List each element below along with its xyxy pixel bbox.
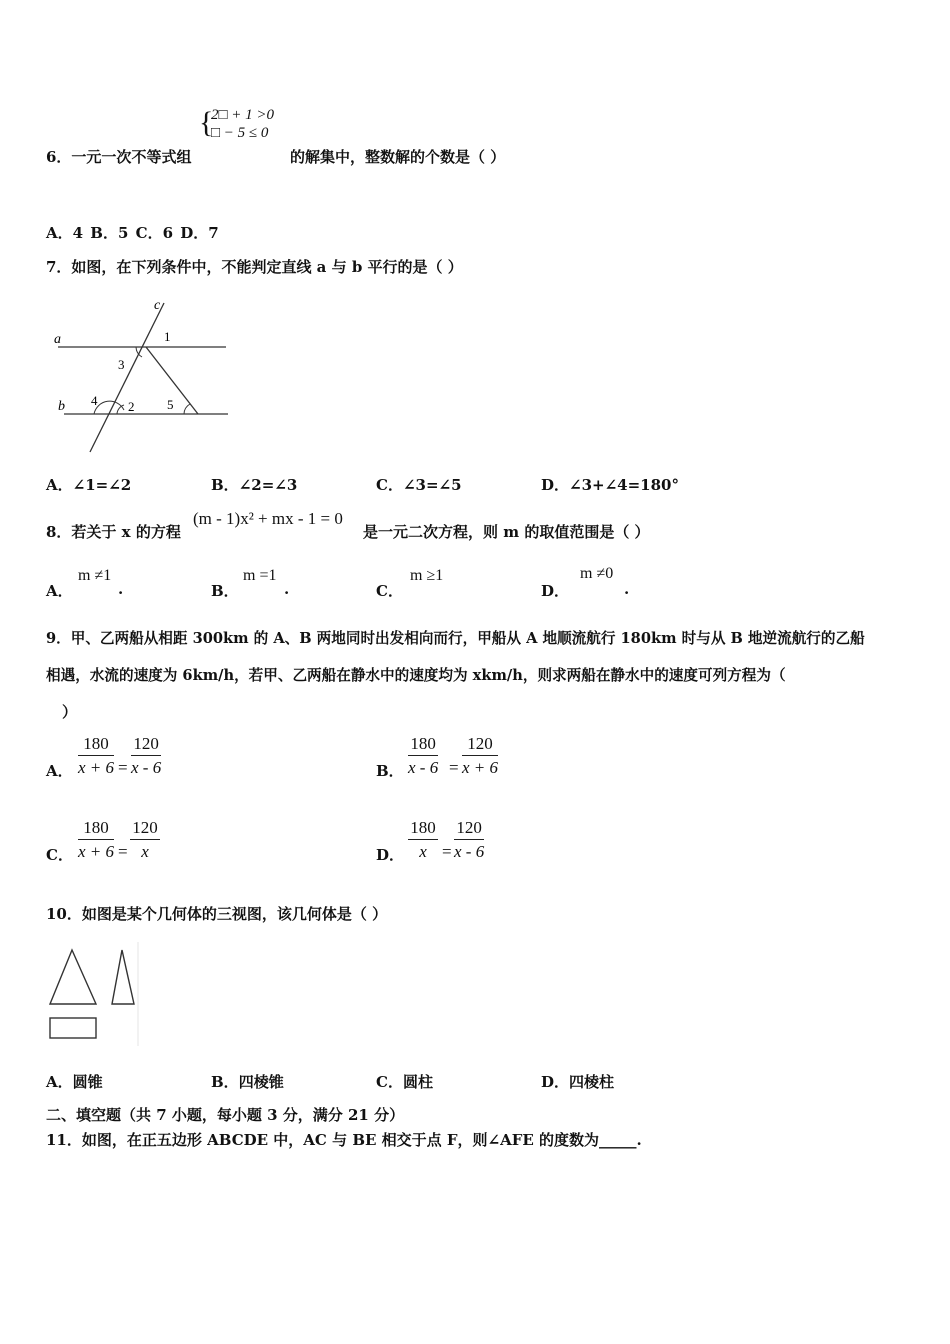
q7-stem: 7．如图，在下列条件中，不能判定直线 a 与 b 平行的是（ ） xyxy=(46,258,463,276)
q8-option-c-label: C． xyxy=(376,582,403,600)
q7-option-a: A．∠1=∠2 xyxy=(46,476,132,494)
label-3: 3 xyxy=(118,357,125,372)
q6-system-line1: 2□ + 1 >0 xyxy=(211,107,275,123)
q9-option-c-left-fraction: $\frac{180}{x + 6}$ xyxy=(78,818,115,861)
label-1: 1 xyxy=(164,329,171,344)
q9-option-b-right-fraction: $\frac{120}{x + 6}$ xyxy=(462,734,499,777)
q7-option-b: B．∠2=∠3 xyxy=(211,476,298,494)
q6-options: A．4 B．5 C．6 D．7 xyxy=(46,224,219,242)
side-view-triangle xyxy=(112,950,134,1004)
angle-5-arc xyxy=(184,404,190,414)
q9-option-b-equals: = xyxy=(449,758,459,777)
q9-option-d-right-fraction: $\frac{120}{x - 6}$ xyxy=(454,818,485,861)
q6-system-line2: □ − 5 ≤ 0 xyxy=(211,125,269,141)
q8-equation: (m - 1)x² + mx - 1 = 0 xyxy=(193,509,343,528)
q11-stem: 11．如图，在正五边形 ABCDE 中，AC 与 BE 相交于点 F，则∠AFE 的度数为_____. xyxy=(46,1131,642,1149)
label-4: 4 xyxy=(91,393,98,408)
q10-option-a: A．圆锥 xyxy=(46,1073,103,1091)
q9-option-a-left-fraction: $\frac{180}{x + 6}$ xyxy=(78,734,115,777)
q9-line1: 9．甲、乙两船从相距 300km 的 A、B 两地同时出发相向而行，甲船从 A 地顺流航行 180km 时与从 B 地逆流航行的乙船 xyxy=(46,630,865,647)
top-view-rectangle xyxy=(50,1018,96,1038)
q6-suffix: 的解集中，整数解的个数是（ ） xyxy=(290,148,506,166)
q9-option-c-equals: = xyxy=(118,842,128,861)
q7-option-d: D．∠3+∠4=180° xyxy=(541,476,679,494)
label-b: b xyxy=(58,399,65,414)
section2-title: 二、填空题（共 7 小题，每小题 3 分，满分 21 分） xyxy=(46,1106,405,1124)
q9-line3: ） xyxy=(62,703,78,721)
q8-option-a-value: m ≠1 xyxy=(78,567,112,584)
label-5: 5 xyxy=(167,397,174,412)
q9-line2: 相遇，水流的速度为 6km/h，若甲、乙两船在静水中的速度均为 xkm/h，则求两船在静水中的速度可列方程为（ xyxy=(46,667,786,684)
label-2: 2 xyxy=(128,399,135,414)
q8-option-d-label: D． xyxy=(541,582,570,600)
q9-option-a-label: A． xyxy=(46,762,73,780)
q8-option-d-end: . xyxy=(624,580,630,598)
q9-option-a-equals: = xyxy=(118,758,128,777)
q10-option-d: D．四棱柱 xyxy=(541,1073,615,1091)
q8-prefix: 8．若关于 x 的方程 xyxy=(46,523,181,541)
q9-option-d-label: D． xyxy=(376,846,405,864)
left-brace-icon: { xyxy=(199,106,214,139)
q8-option-a-label: A． xyxy=(46,582,73,600)
q8-option-a-end: . xyxy=(118,580,124,598)
q6-inequality-system xyxy=(199,106,275,142)
q8-option-b-value: m =1 xyxy=(243,567,277,584)
q9-option-d-left-fraction: $\frac{180}{x}$ xyxy=(408,818,438,862)
q9-option-c-label: C． xyxy=(46,846,73,864)
q10-stem: 10．如图是某个几何体的三视图，该几何体是（ ） xyxy=(46,905,388,923)
q9-option-c-right-fraction: $\frac{120}{x}$ xyxy=(130,818,160,862)
q8-option-d-value: m ≠0 xyxy=(580,565,614,582)
q6-prefix: 6．一元一次不等式组 xyxy=(46,148,192,166)
q8-option-b-label: B． xyxy=(211,582,239,600)
q8-suffix: 是一元二次方程，则 m 的取值范围是（ ） xyxy=(363,523,650,541)
label-c: c xyxy=(154,298,161,313)
q9-option-b-label: B． xyxy=(376,762,404,780)
q9-option-b-left-fraction: $\frac{180}{x - 6}$ xyxy=(408,734,439,777)
q8-option-c-value: m ≥1 xyxy=(410,567,444,584)
line-c xyxy=(90,303,164,452)
q7-option-c: C．∠3=∠5 xyxy=(376,476,462,494)
q9-option-a-right-fraction: $\frac{120}{x - 6}$ xyxy=(131,734,162,777)
q10-option-c: C．圆柱 xyxy=(376,1073,433,1091)
label-a: a xyxy=(54,332,61,347)
angle-2-arc xyxy=(117,405,124,414)
q10-three-views-figure xyxy=(46,942,142,1046)
q10-option-b: B．四棱锥 xyxy=(211,1073,284,1091)
q9-option-d-equals: = xyxy=(442,842,452,861)
q7-parallel-lines-figure xyxy=(46,295,236,455)
q8-option-b-end: . xyxy=(284,580,290,598)
front-view-triangle xyxy=(50,950,96,1004)
